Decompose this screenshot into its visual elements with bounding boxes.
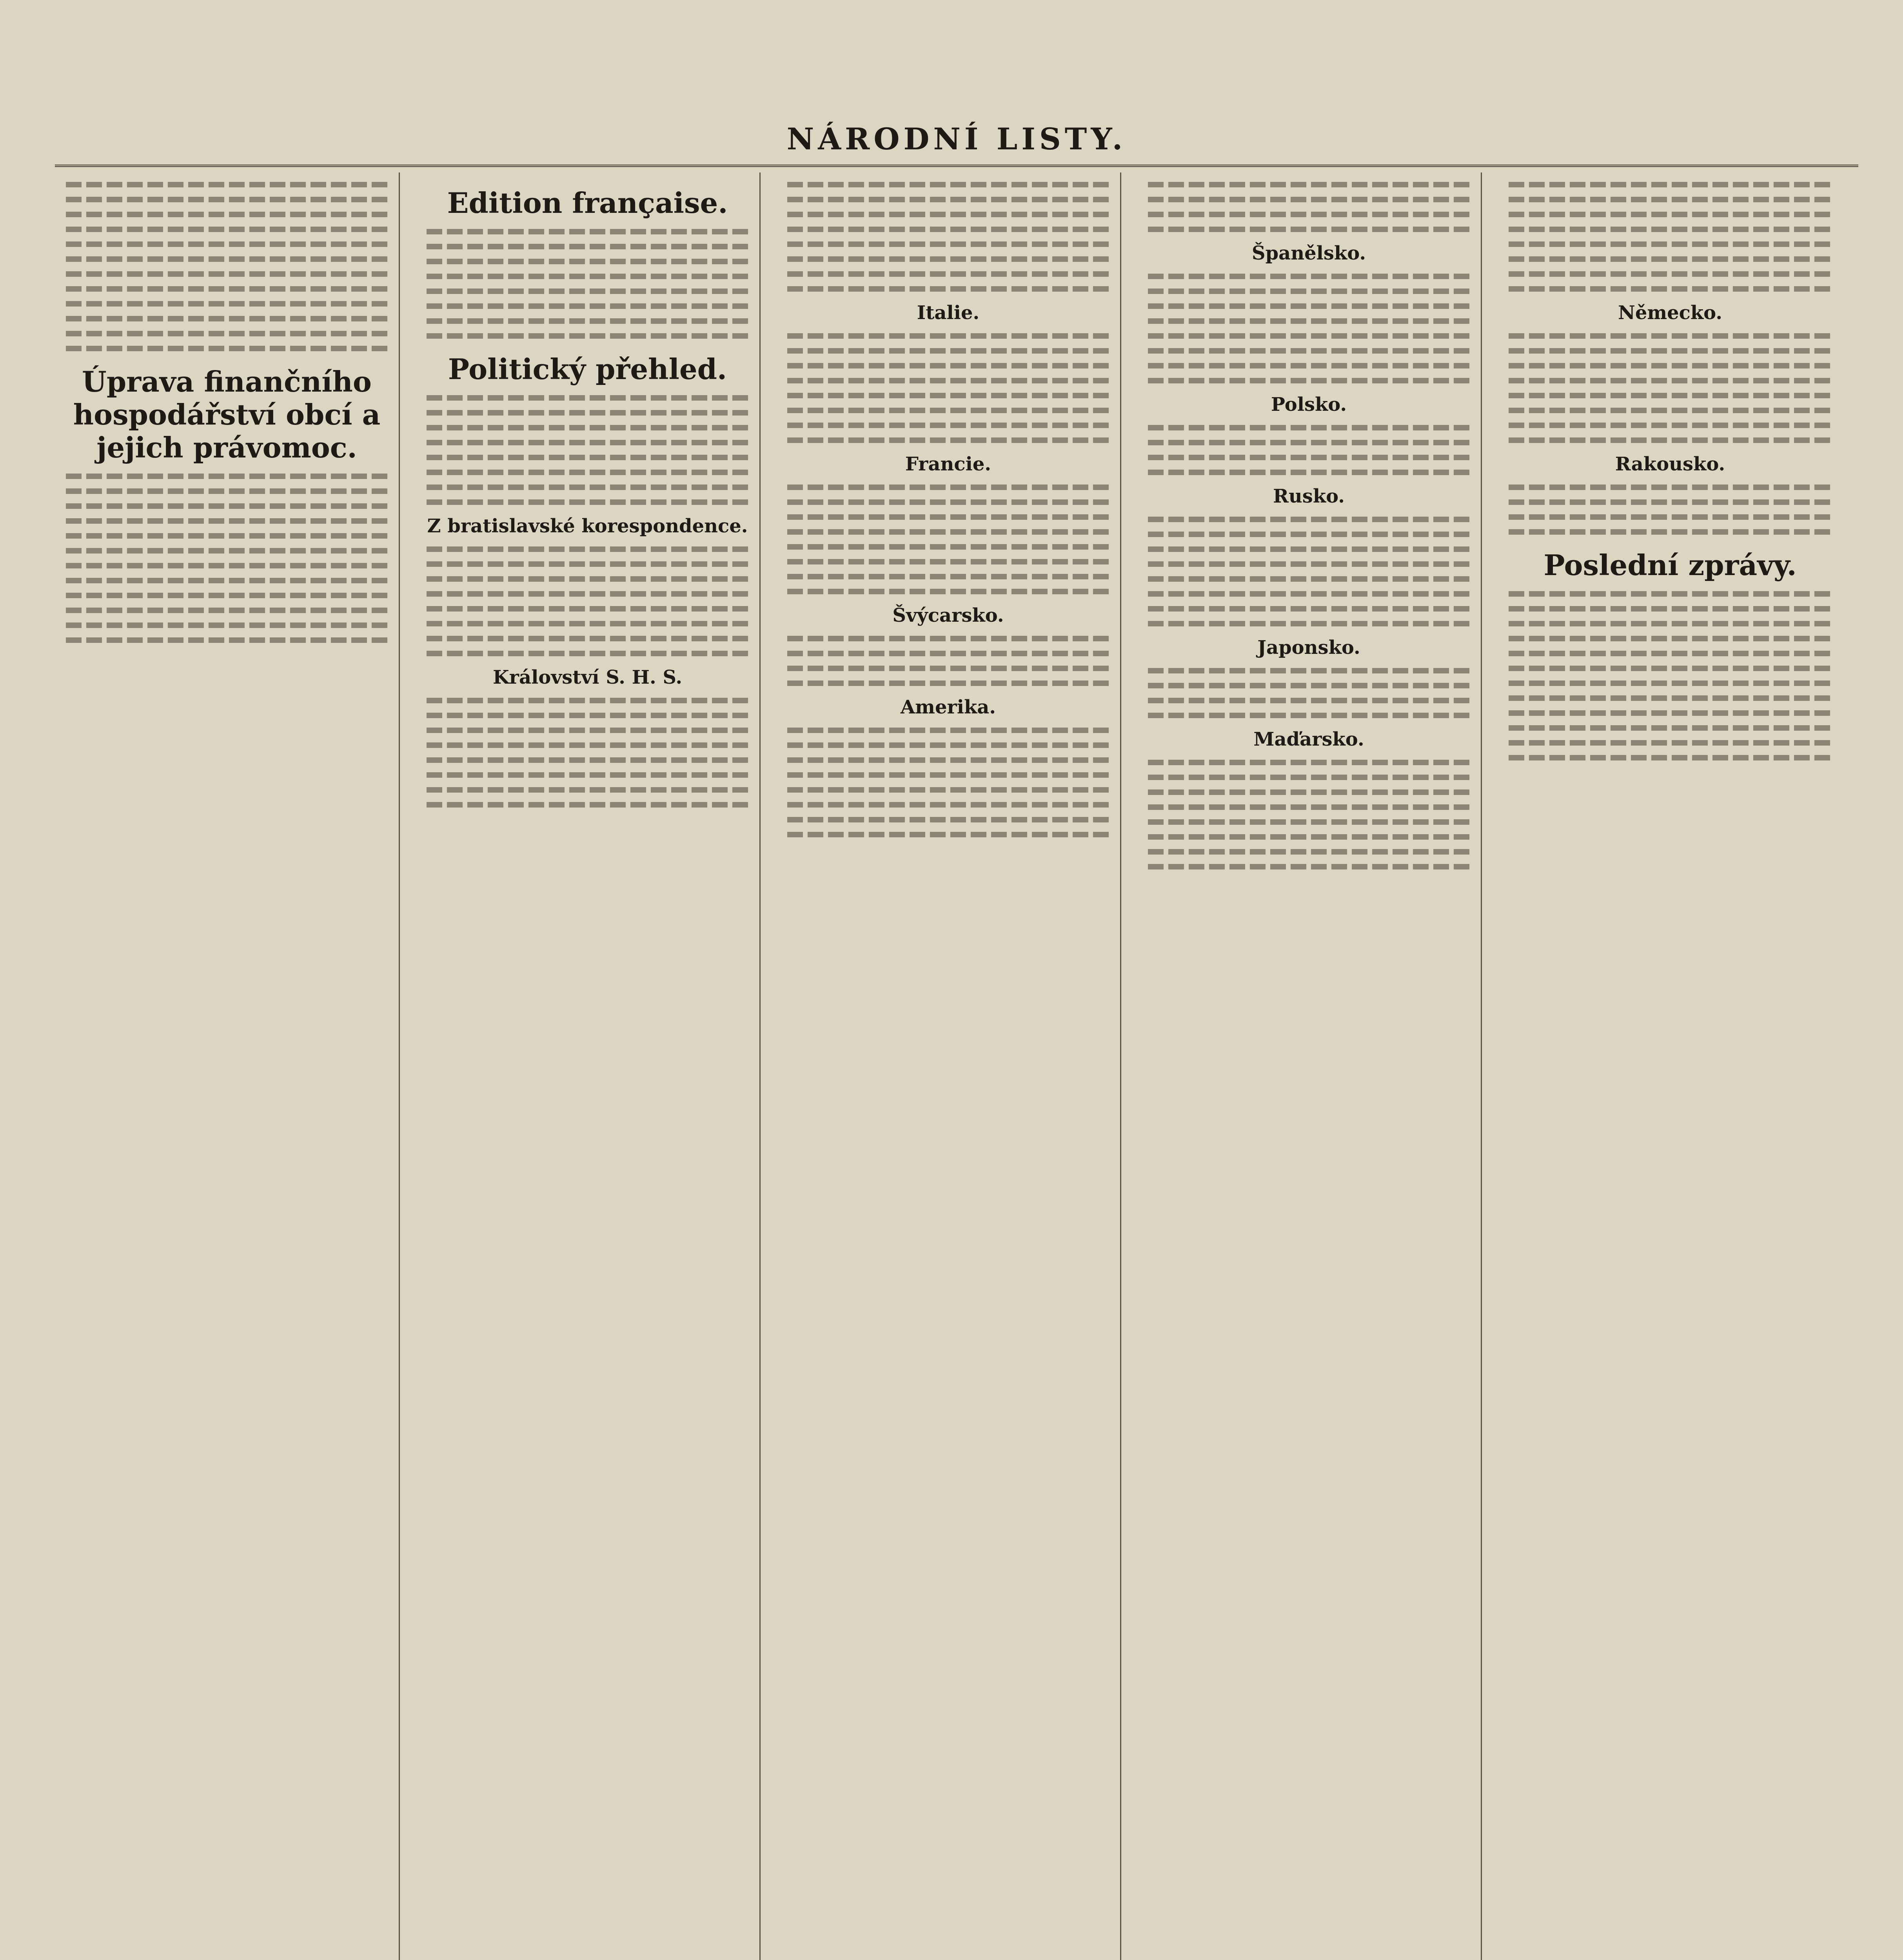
section-title: Švýcarsko. [892,604,1004,626]
column-3 [776,172,1121,1960]
headline: Úprava finančního hospodářství obcí a jejich právomoc. [73,365,381,464]
column-4 [1137,172,1482,1960]
text-block [1506,485,1834,535]
section-title: Francie. [905,453,991,475]
text-block [1506,333,1834,443]
text-block [424,698,751,808]
text-block [1506,591,1834,760]
section-title: Polsko. [1271,394,1347,416]
text-block [1146,274,1472,383]
text-block [64,474,390,643]
text-block [1146,182,1472,232]
text-block [1146,425,1472,475]
section-title: Maďarsko. [1253,728,1364,750]
text-block [785,636,1111,686]
text-block [785,182,1111,292]
section-title: Amerika. [900,696,996,718]
column-5 [1498,172,1843,1960]
headline: Poslední zprávy. [1543,548,1797,582]
headline: Edition française. [447,186,728,220]
text-block [785,333,1111,443]
text-block [1146,760,1472,869]
section-title: Španělsko. [1251,242,1366,264]
text-block [64,182,390,351]
section-title: Rakousko. [1615,453,1725,475]
newspaper-title: NÁRODNÍ LISTY. [786,122,1127,156]
text-block [424,546,751,656]
text-block [1146,517,1472,626]
text-block [785,728,1111,837]
section-title: Království S. H. S. [492,666,683,688]
headline: Politický přehled. [448,352,727,386]
text-block [424,229,751,339]
text-block [785,485,1111,594]
column-2 [416,172,761,1960]
section-title: Německo. [1618,302,1723,324]
text-block [1146,668,1472,718]
section-title: Italie. [917,302,980,324]
columns [55,172,1858,1960]
text-block [424,395,751,505]
column-1 [55,172,400,1960]
section-title: Rusko. [1273,485,1345,507]
section-title: Z bratislavské korespondence. [427,515,748,537]
text-block [1506,182,1834,292]
section-title: Japonsko. [1257,637,1360,659]
masthead [55,118,1858,167]
